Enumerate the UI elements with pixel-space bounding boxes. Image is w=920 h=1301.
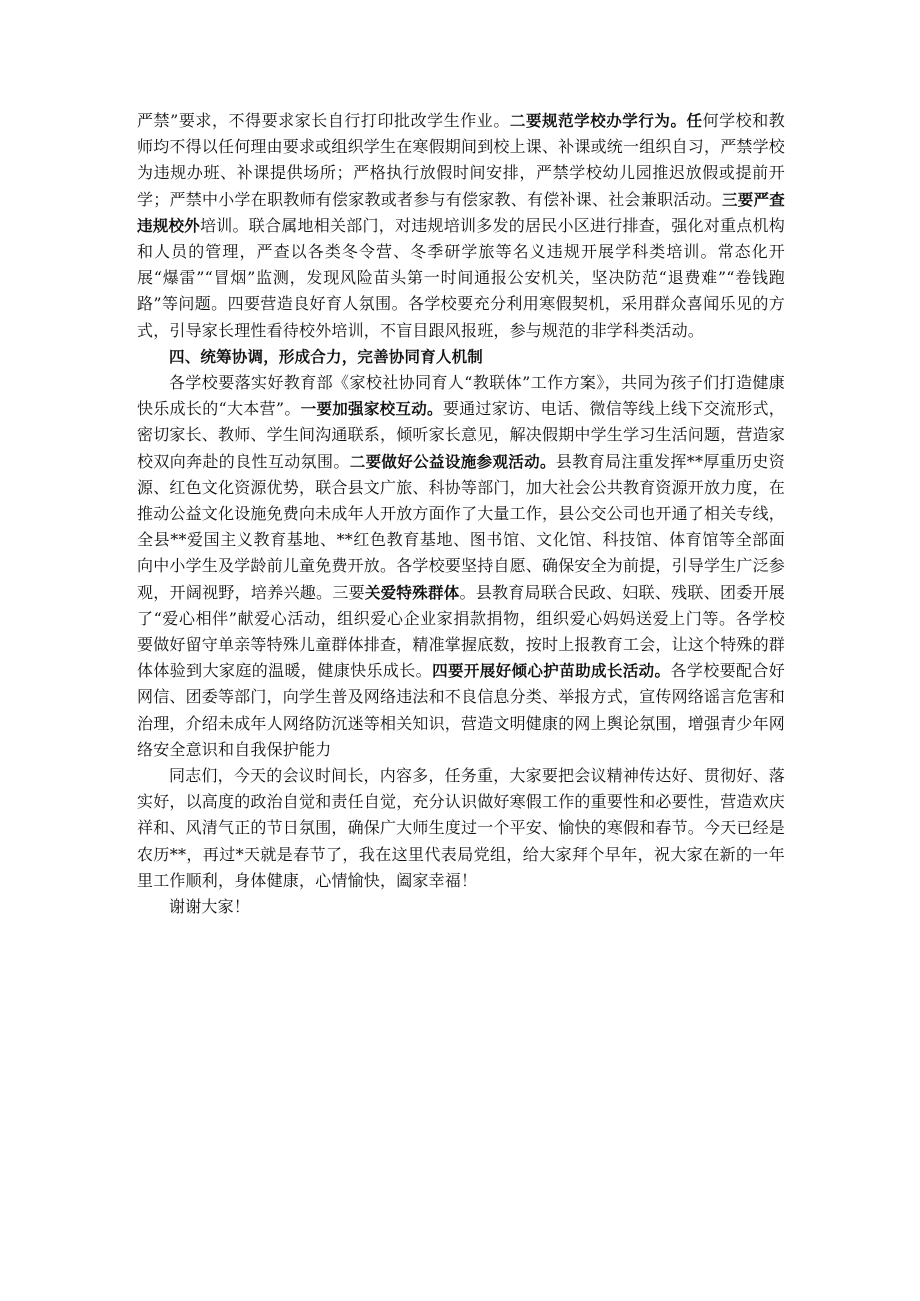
- document-body: [137, 108, 785, 920]
- bold-point-2: 二要做好公益设施参观活动。: [349, 452, 556, 471]
- text-run: 何学校和教师均不得以任何理由要求或组织学生在寒假期间到校上课、补课或统一组织自习，严禁学校为违规办班、补课提供场所；严格执行放假时间安排，严禁学校幼儿园推迟放假或提前开学；严禁中小学在职教师有偿家教或者参与有偿家教、有偿补课、社会兼职活动。: [137, 111, 786, 209]
- text-run: 。县教育局联合民政、妇联、残联、团委开展了“爱心相伴”献爱心活动，组织爱心企业家捐款捐物，组织爱心妈妈送爱上门等。各学校要做好留守单亲等特殊儿童群体排查，精准掌握底数，按时上报教育工会，让这个特殊的群体体验到大家庭的温暖，健康快乐成长。: [137, 582, 786, 681]
- paragraph-thanks: 谢谢大家！: [169, 897, 251, 917]
- bold-point-2: 二要规范学校办学行为。任: [509, 112, 703, 130]
- bold-point-1: 一要加强家校互动。: [300, 400, 443, 419]
- text-run: 县教育局注重发挥**厚重历史资源、红色文化资源优势，联合县文广旅、科协等部门，加大社会公共教育资源开放力度，在推动公益文化设施免费向未成年人开放方面作了大量工作，县公交公司也开通了相关专线，全县**爱国主义教育基地、**红色教育基地、图书馆、文化馆、科技馆、体育馆等全部面向中小学生及学龄前儿童免费开放。各学校要坚持自愿、确保安全为前提，引导学生广泛参观，开阔视野，培养兴趣。三要: [137, 451, 786, 602]
- text-run: 培训。联合属地相关部门，对违规培训多发的居民小区进行排查，强化对重点机构和人员的管理，严查以各类冬令营、冬季研学旅等名义违规开展学科类培训。常态化开展“爆雷”“冒烟”监测，发现风险苗头第一时间通报公安机关，坚决防范“退费难”“卷钱跑路”等问题。四要营造良好育人氛围。各学校要充分利用寒假契机，采用群众喜闻乐见的方式，引导家长理性看待校外培训，不盲目跟风报班，参与规范的非学科类活动。: [137, 215, 785, 340]
- paragraph-section-4: [137, 370, 785, 763]
- text-run: 严禁”要求，不得要求家长自行打印批改学生作业。: [137, 111, 510, 130]
- bold-point-3: 关爱特殊群体: [364, 583, 460, 602]
- paragraph-continuation: [137, 108, 785, 344]
- section-heading-4: 四、统筹协调，形成合力，完善协同育人机制: [169, 347, 484, 366]
- text-run: 各学校要配合好网信、团委等部门，向学生普及网络违法和不良信息分类、举报方式，宣传网络谣言危害和治理，介绍未成年人网络防沉迷等相关知识，营造文明健康的网上舆论氛围，增强青少年网络安全意识和自我保护能力: [137, 661, 786, 759]
- text-run: 各学校要落实好教育部《家校社协同育人“教联体”工作方案》，共同为孩子们打造健康快乐成长的“大本营”。: [137, 373, 785, 419]
- paragraph-closing: 同志们，今天的会议时间长，内容多，任务重，大家要把会议精神传达好、贯彻好、落实好，以高度的政治自觉和责任自觉，充分认识做好寒假工作的重要性和必要性，营造欢庆祥和、风清气正的节日氛围，确保广大师生度过一个平安、愉快的寒假和春节。今天已经是农历**，再过*天就是春节了，我在这里代表局党组，给大家拜个早年，祝大家在新的一年里工作顺利，身体健康，心情愉快，阖家幸福！: [137, 766, 786, 890]
- text-run: 要通过家访、电话、微信等线上线下交流形式，密切家长、教师、学生间沟通联系，倾听家长意见，解决假期中学生学习生活问题，营造家校双向奔赴的良性互动氛围。: [137, 399, 786, 471]
- bold-point-4: 四要开展好倾心护苗助成长活动。: [432, 662, 671, 681]
- bold-point-3: 三要严查违规校外: [137, 190, 786, 235]
